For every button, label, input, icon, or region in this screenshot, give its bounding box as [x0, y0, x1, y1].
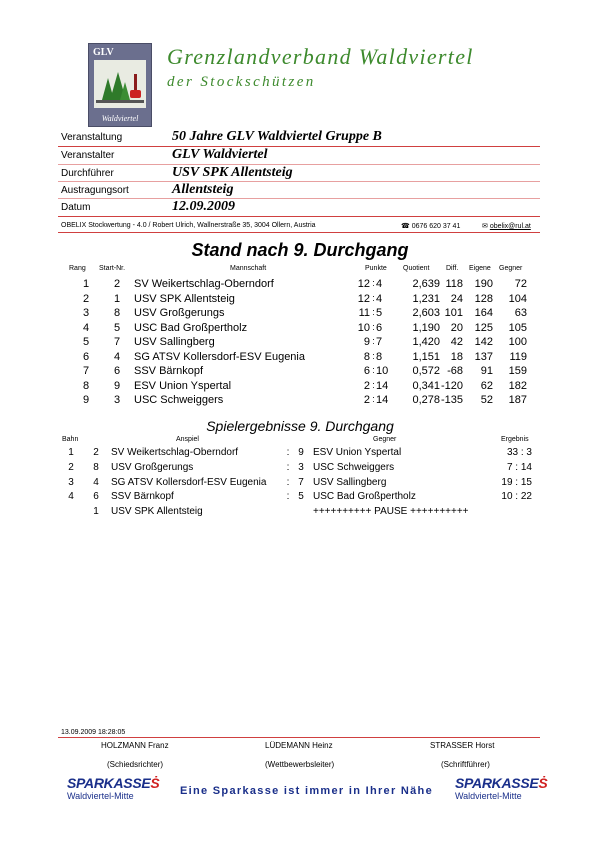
- standings-cell-rang: 5: [82, 336, 90, 348]
- standings-cell-pa: 10: [357, 321, 370, 334]
- standings-cell-gegner: 182: [508, 379, 527, 392]
- points-separator: :: [372, 365, 375, 375]
- standings-cell-gegner: 72: [514, 278, 527, 290]
- standings-cell-eigene: 125: [474, 321, 493, 334]
- standings-row: [0, 322, 600, 337]
- value-datum: 12.09.2009: [172, 199, 235, 214]
- phone-number: 0676 620 37 41: [411, 223, 461, 230]
- col-anspiel: Anspiel: [176, 436, 199, 443]
- match-cell-opp: USC Bad Großpertholz: [313, 491, 416, 503]
- match-cell-bahn: 1: [68, 447, 74, 458]
- match-cell-nr: 6: [93, 491, 99, 503]
- info-divider: [58, 216, 540, 217]
- standings-cell-rang: 3: [82, 307, 90, 319]
- standings-cell-gegner: 159: [508, 365, 527, 377]
- points-separator: :: [372, 321, 375, 332]
- standings-cell-start: 2: [113, 278, 121, 290]
- standings-cell-start: 7: [113, 336, 121, 348]
- label-veranstalter: Veranstalter: [61, 150, 115, 161]
- points-separator: :: [372, 292, 375, 303]
- standings-cell-diff: 42: [450, 336, 463, 348]
- standings-cell-eigene: 128: [474, 292, 493, 305]
- standings-cell-start: 9: [113, 379, 121, 392]
- standings-cell-team: SV Weikertschlag-Oberndorf: [134, 278, 274, 290]
- standings-cell-quotient: 0,278: [412, 394, 440, 406]
- sponsor-slogan: Eine Sparkasse ist immer in Ihrer Nähe: [180, 785, 433, 797]
- standings-cell-diff: -135: [440, 394, 463, 406]
- col-quotient: Quotient: [403, 265, 430, 272]
- match-cell-opp: USV Sallingberg: [313, 476, 387, 488]
- col-gegner-team: Gegner: [373, 436, 397, 443]
- match-row: [0, 477, 600, 492]
- standings-cell-eigene: 164: [474, 307, 493, 319]
- standings-cell-pb: 7: [376, 336, 383, 348]
- org-subtitle: der Stockschützen: [167, 74, 316, 90]
- email-contact[interactable]: [482, 222, 531, 230]
- standings-cell-eigene: 91: [480, 365, 493, 377]
- col-team: Mannschaft: [230, 265, 267, 272]
- glv-logo: [88, 43, 152, 127]
- value-austragungsort: Allentsteig: [172, 182, 234, 197]
- standings-cell-diff: 118: [445, 278, 463, 290]
- match-cell-nr: 1: [93, 506, 99, 518]
- label-durchfuehrer: Durchführer: [61, 168, 114, 179]
- standings-cell-quotient: 1,151: [412, 350, 440, 363]
- standings-cell-pa: 12: [357, 292, 370, 305]
- standings-cell-rang: 8: [82, 379, 90, 392]
- standings-row: [0, 380, 600, 395]
- official-name-2: LÜDEMANN Heinz: [265, 741, 333, 750]
- sparkasse-s-icon: Ṡ: [150, 775, 160, 791]
- info-divider: [58, 146, 540, 147]
- official-name-3: STRASSER Horst: [430, 741, 495, 750]
- col-punkte: Punkte: [365, 265, 387, 272]
- match-cell-colon: :: [286, 476, 290, 488]
- match-cell-opp: ESV Union Yspertal: [313, 447, 402, 458]
- standings-cell-quotient: 1,231: [412, 292, 440, 305]
- email-link[interactable]: obelix@rul.at: [489, 223, 531, 230]
- mail-icon: ✉: [482, 223, 488, 230]
- info-divider: [58, 164, 540, 165]
- standings-cell-pa: 12: [357, 278, 370, 290]
- match-row: [0, 491, 600, 506]
- sponsor-brand-left: SPARKASSE: [67, 775, 151, 791]
- standings-cell-diff: 18: [450, 350, 463, 363]
- standings-cell-pb: 4: [376, 292, 383, 305]
- standings-cell-quotient: 2,603: [412, 307, 440, 319]
- standings-cell-pa: 2: [363, 379, 370, 392]
- match-cell-team: SG ATSV Kollersdorf-ESV Eugenia: [111, 476, 267, 488]
- points-separator: :: [372, 350, 375, 361]
- points-separator: :: [372, 307, 375, 317]
- standings-cell-pb: 14: [376, 379, 389, 392]
- sponsor-brand-right: SPARKASSE: [455, 775, 539, 791]
- standings-cell-team: USV Sallingberg: [134, 336, 215, 348]
- official-role-3: (Schriftführer): [441, 760, 490, 769]
- points-separator: :: [372, 336, 375, 346]
- match-cell-colon: :: [286, 461, 290, 473]
- standings-cell-rang: 9: [82, 394, 90, 406]
- logo-top-text: GLV: [93, 47, 114, 58]
- standings-cell-start: 1: [113, 292, 121, 305]
- standings-cell-pa: 2: [363, 394, 370, 406]
- col-bahn: Bahn: [62, 436, 79, 443]
- standings-cell-pb: 10: [376, 365, 389, 377]
- standings-cell-eigene: 52: [480, 394, 493, 406]
- label-veranstaltung: Veranstaltung: [61, 132, 123, 143]
- match-cell-nr2: 9: [298, 447, 304, 458]
- standings-row: [0, 351, 600, 366]
- match-cell-opp: ++++++++++ PAUSE ++++++++++: [313, 506, 469, 518]
- standings-cell-rang: 7: [82, 365, 90, 377]
- standings-cell-start: 5: [113, 321, 121, 334]
- standings-cell-diff: -120: [440, 379, 463, 392]
- standings-cell-team: USV Großgerungs: [134, 307, 225, 319]
- match-cell-res: 7 : 14: [506, 461, 532, 473]
- standings-cell-eigene: 142: [474, 336, 493, 348]
- standings-cell-pb: 14: [376, 394, 389, 406]
- official-role-2: (Wettbewerbsleiter): [265, 760, 335, 769]
- standings-cell-diff: 101: [444, 307, 463, 319]
- match-row: [0, 506, 600, 521]
- standings-cell-rang: 1: [82, 278, 90, 290]
- standings-cell-pa: 6: [363, 365, 370, 377]
- points-separator: :: [372, 394, 375, 404]
- sparkasse-s-icon: Ṡ: [538, 775, 548, 791]
- logo-emblem: [94, 60, 146, 108]
- standings-cell-team: USV SPK Allentsteig: [134, 292, 235, 305]
- tree-stock-icon: [94, 60, 146, 108]
- value-durchfuehrer: USV SPK Allentsteig: [172, 165, 293, 180]
- info-divider: [58, 181, 540, 182]
- label-austragungsort: Austragungsort: [61, 185, 129, 196]
- org-title: Grenzlandverband Waldviertel: [167, 44, 474, 69]
- points-separator: :: [372, 379, 375, 390]
- match-cell-bahn: 3: [68, 476, 74, 488]
- match-cell-nr2: 7: [298, 476, 304, 488]
- match-cell-team: USV Großgerungs: [111, 461, 194, 473]
- standings-cell-gegner: 187: [508, 394, 527, 406]
- info-divider: [58, 198, 540, 199]
- official-role-1: (Schiedsrichter): [107, 760, 164, 769]
- match-cell-nr2: 5: [298, 491, 304, 503]
- standings-cell-eigene: 190: [474, 278, 493, 290]
- match-cell-nr: 4: [93, 476, 99, 488]
- standings-cell-quotient: 1,420: [412, 336, 440, 348]
- match-cell-nr2: 3: [298, 461, 304, 473]
- standings-cell-pa: 8: [363, 350, 370, 363]
- standings-cell-start: 3: [113, 394, 121, 406]
- match-cell-team: USV SPK Allentsteig: [111, 506, 203, 518]
- match-cell-team: SV Weikertschlag-Oberndorf: [111, 447, 239, 458]
- match-cell-colon: :: [286, 491, 290, 503]
- standings-cell-rang: 4: [82, 321, 90, 334]
- match-row: [0, 462, 600, 477]
- standings-cell-start: 6: [113, 365, 121, 377]
- match-cell-res: 33 : 3: [506, 447, 532, 458]
- col-rang: Rang: [69, 265, 86, 272]
- match-cell-colon: :: [286, 447, 290, 458]
- standings-cell-eigene: 62: [480, 379, 493, 392]
- standings-row: [0, 293, 600, 308]
- standings-cell-gegner: 119: [509, 350, 527, 363]
- standings-cell-pb: 4: [376, 278, 383, 290]
- standings-cell-start: 4: [113, 350, 121, 363]
- standings-cell-quotient: 0,341: [412, 379, 440, 392]
- match-cell-nr: 8: [93, 461, 99, 473]
- phone-contact: [401, 222, 460, 230]
- sponsor-sub-right: Waldviertel-Mitte: [455, 791, 522, 801]
- value-veranstalter: GLV Waldviertel: [172, 147, 268, 162]
- standings-cell-quotient: 2,639: [412, 278, 440, 290]
- standings-cell-quotient: 0,572: [412, 365, 440, 377]
- standings-row: [0, 394, 600, 409]
- standings-cell-quotient: 1,190: [412, 321, 440, 334]
- sponsor-logo-right: [455, 775, 547, 801]
- standings-cell-eigene: 137: [474, 350, 493, 363]
- standings-cell-pa: 11: [358, 307, 370, 319]
- logo-bottom-text: Waldviertel: [101, 114, 139, 123]
- match-row: [0, 447, 600, 462]
- software-credit: OBELIX Stockwertung - 4.0 / Robert Ulrich, Wallnerstraße 35, 3004 Ollern, Austria: [61, 222, 316, 229]
- standings-cell-start: 8: [113, 307, 121, 319]
- standings-cell-pb: 5: [376, 307, 383, 319]
- standings-cell-rang: 6: [82, 350, 90, 363]
- standings-cell-team: ESV Union Yspertal: [134, 379, 232, 392]
- sponsor-logo-left: [67, 775, 159, 801]
- standings-cell-gegner: 100: [508, 336, 527, 348]
- print-timestamp: 13.09.2009 18:28:05: [61, 729, 126, 736]
- col-ergebnis: Ergebnis: [501, 436, 529, 443]
- match-cell-opp: USC Schweiggers: [313, 461, 395, 473]
- standings-row: [0, 278, 600, 293]
- matches-title: Spielergebnisse 9. Durchgang: [206, 418, 394, 434]
- match-cell-team: SSV Bärnkopf: [111, 491, 174, 503]
- label-datum: Datum: [61, 202, 91, 213]
- standings-cell-pa: 9: [363, 336, 370, 348]
- phone-icon: ☎: [401, 223, 410, 230]
- standings-cell-gegner: 104: [508, 292, 527, 305]
- match-cell-res: 19 : 15: [501, 476, 532, 488]
- col-start: Start-Nr.: [99, 265, 126, 272]
- standings-cell-diff: 24: [450, 292, 463, 305]
- match-cell-nr: 2: [93, 447, 99, 458]
- footer-divider: [58, 737, 540, 738]
- standings-cell-pb: 8: [376, 350, 383, 363]
- standings-cell-diff: -68: [447, 365, 463, 377]
- standings-row: [0, 336, 600, 351]
- standings-row: [0, 307, 600, 322]
- standings-cell-diff: 20: [450, 321, 463, 334]
- standings-cell-team: SG ATSV Kollersdorf-ESV Eugenia: [134, 350, 305, 363]
- standings-cell-pb: 6: [376, 321, 383, 334]
- col-eigene: Eigene: [469, 265, 491, 272]
- col-diff: Diff.: [446, 265, 459, 272]
- standings-cell-team: USC Bad Großpertholz: [134, 321, 248, 334]
- value-veranstaltung: 50 Jahre GLV Waldviertel Gruppe B: [172, 129, 382, 144]
- sponsor-sub-left: Waldviertel-Mitte: [67, 791, 134, 801]
- official-name-1: HOLZMANN Franz: [101, 741, 169, 750]
- standings-cell-rang: 2: [82, 292, 90, 305]
- match-cell-bahn: 4: [68, 491, 74, 503]
- col-gegner: Gegner: [499, 265, 523, 272]
- header-divider: [58, 232, 540, 233]
- standings-cell-gegner: 105: [508, 321, 527, 334]
- points-separator: :: [372, 278, 375, 288]
- match-cell-res: 10 : 22: [501, 491, 532, 503]
- standings-cell-team: SSV Bärnkopf: [134, 365, 204, 377]
- standings-cell-team: USC Schweiggers: [134, 394, 224, 406]
- standings-cell-gegner: 63: [514, 307, 527, 319]
- standings-title: Stand nach 9. Durchgang: [191, 240, 409, 260]
- standings-row: [0, 365, 600, 380]
- match-cell-bahn: 2: [68, 461, 74, 473]
